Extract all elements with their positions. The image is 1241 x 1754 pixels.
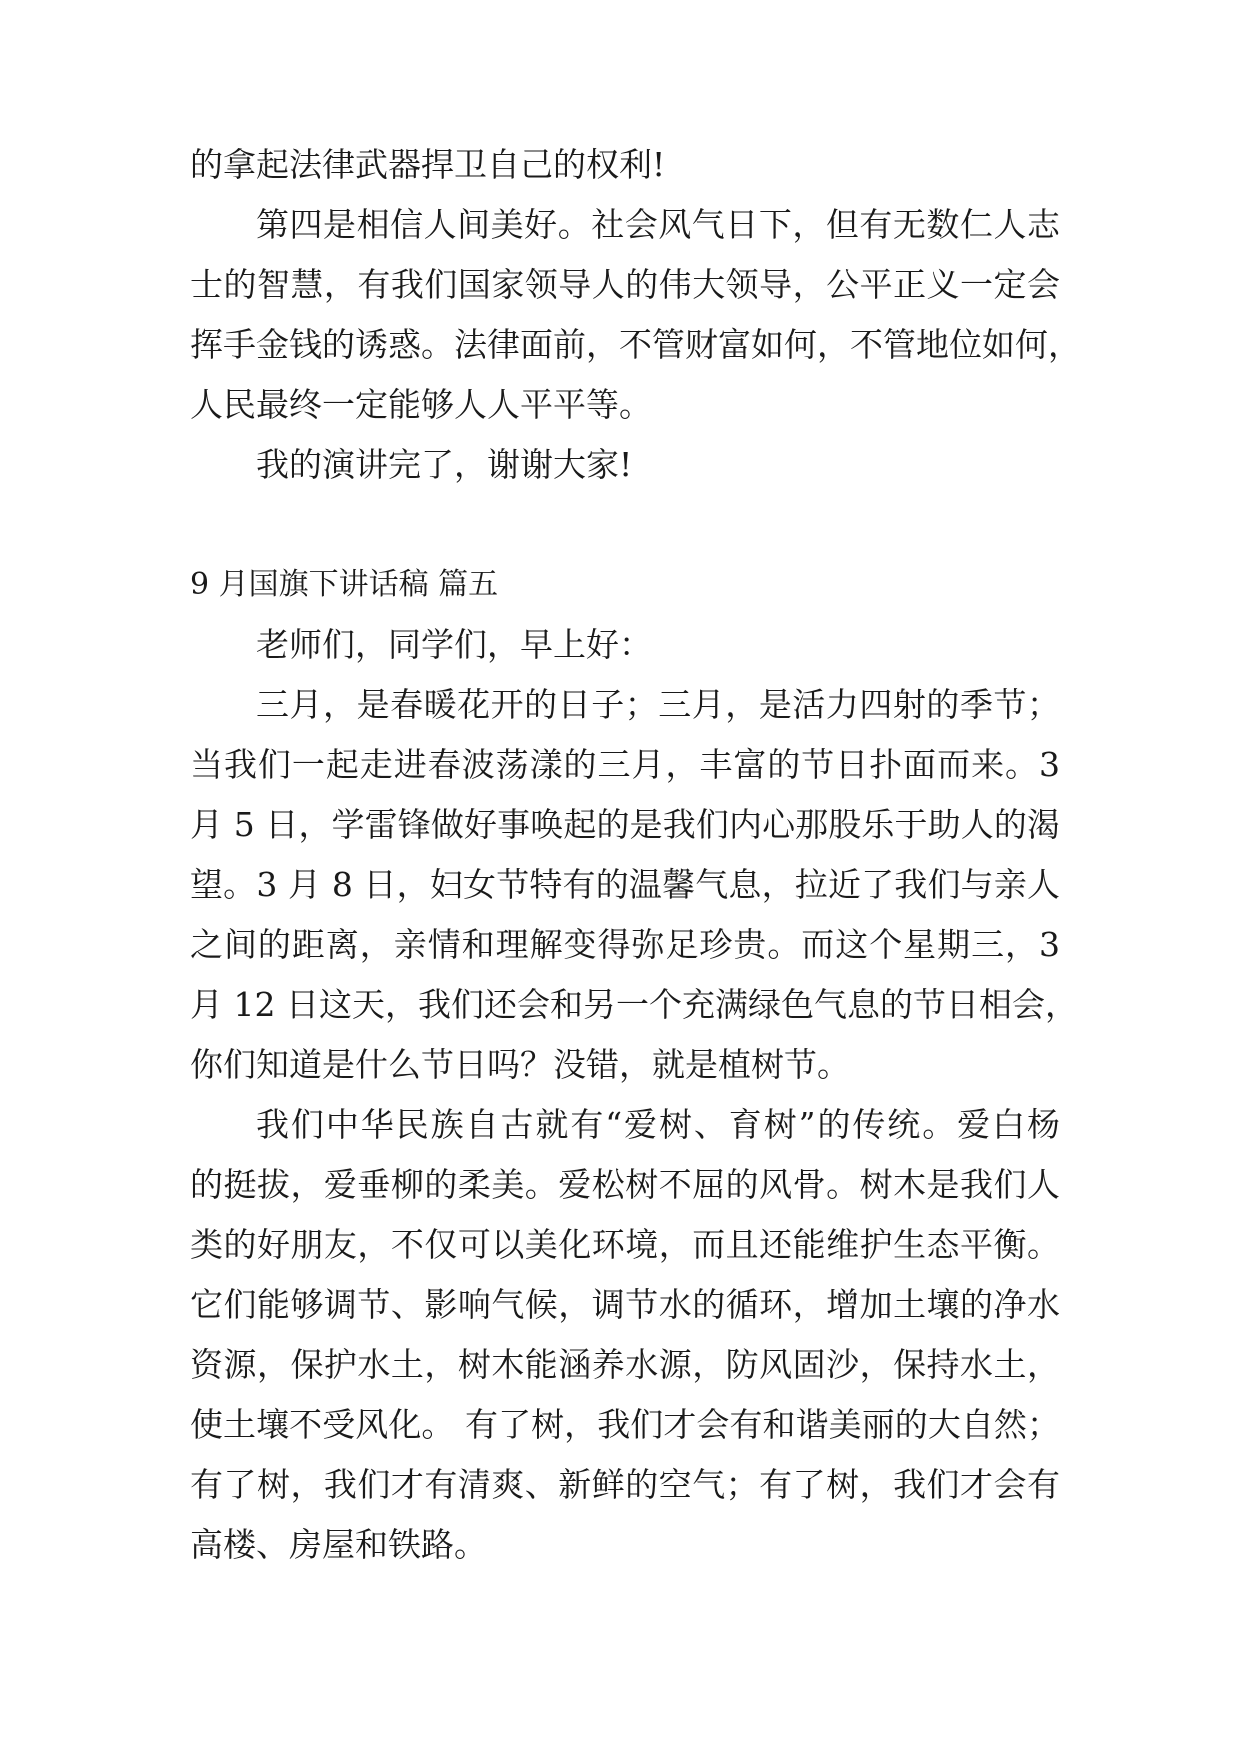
paragraph-line: 使土壤不受风化。 有了树，我们才会有和谐美丽的大自然；	[190, 1405, 1060, 1444]
section-heading: 9 月国旗下讲话稿 篇五	[190, 567, 499, 602]
paragraph-line: 三月，是春暖花开的日子；三月，是活力四射的季节；	[256, 685, 1060, 724]
paragraph-line: 的拿起法律武器捍卫自己的权利!	[190, 145, 666, 184]
paragraph-line: 月 5 日，学雷锋做好事唤起的是我们内心那股乐于助人的渴	[190, 805, 1060, 844]
paragraph-line: 当我们一起走进春波荡漾的三月，丰富的节日扑面而来。3	[190, 745, 1060, 784]
paragraph-line: 类的好朋友，不仅可以美化环境，而且还能维护生态平衡。	[190, 1225, 1060, 1264]
paragraph-line: 挥手金钱的诱惑。法律面前，不管财富如何，不管地位如何，	[190, 325, 1081, 364]
paragraph-line: 我们中华民族自古就有“爱树、育树”的传统。爱白杨	[256, 1105, 1060, 1144]
closing-line: 我的演讲完了，谢谢大家!	[256, 445, 633, 484]
greeting-line: 老师们，同学们，早上好：	[256, 625, 652, 664]
paragraph-line: 人民最终一定能够人人平平等。	[190, 385, 652, 424]
paragraph-line: 有了树，我们才有清爽、新鲜的空气；有了树，我们才会有	[190, 1465, 1060, 1504]
paragraph-line: 的挺拔，爱垂柳的柔美。爱松树不屈的风骨。树木是我们人	[190, 1165, 1060, 1204]
paragraph-line: 之间的距离，亲情和理解变得弥足珍贵。而这个星期三，3	[190, 925, 1060, 964]
paragraph-line: 第四是相信人间美好。社会风气日下，但有无数仁人志	[256, 205, 1060, 244]
paragraph-line: 资源，保护水土，树木能涵养水源，防风固沙，保持水土，	[190, 1345, 1060, 1384]
paragraph-line: 月 12 日这天，我们还会和另一个充满绿色气息的节日相会，	[190, 985, 1078, 1024]
paragraph-line: 高楼、房屋和铁路。	[190, 1525, 487, 1564]
paragraph-line: 你们知道是什么节日吗？没错，就是植树节。	[190, 1045, 850, 1084]
paragraph-line: 它们能够调节、影响气候，调节水的循环，增加土壤的净水	[190, 1285, 1060, 1324]
paragraph-line: 望。3 月 8 日，妇女节特有的温馨气息，拉近了我们与亲人	[190, 865, 1060, 904]
paragraph-line: 士的智慧，有我们国家领导人的伟大领导，公平正义一定会	[190, 265, 1060, 304]
